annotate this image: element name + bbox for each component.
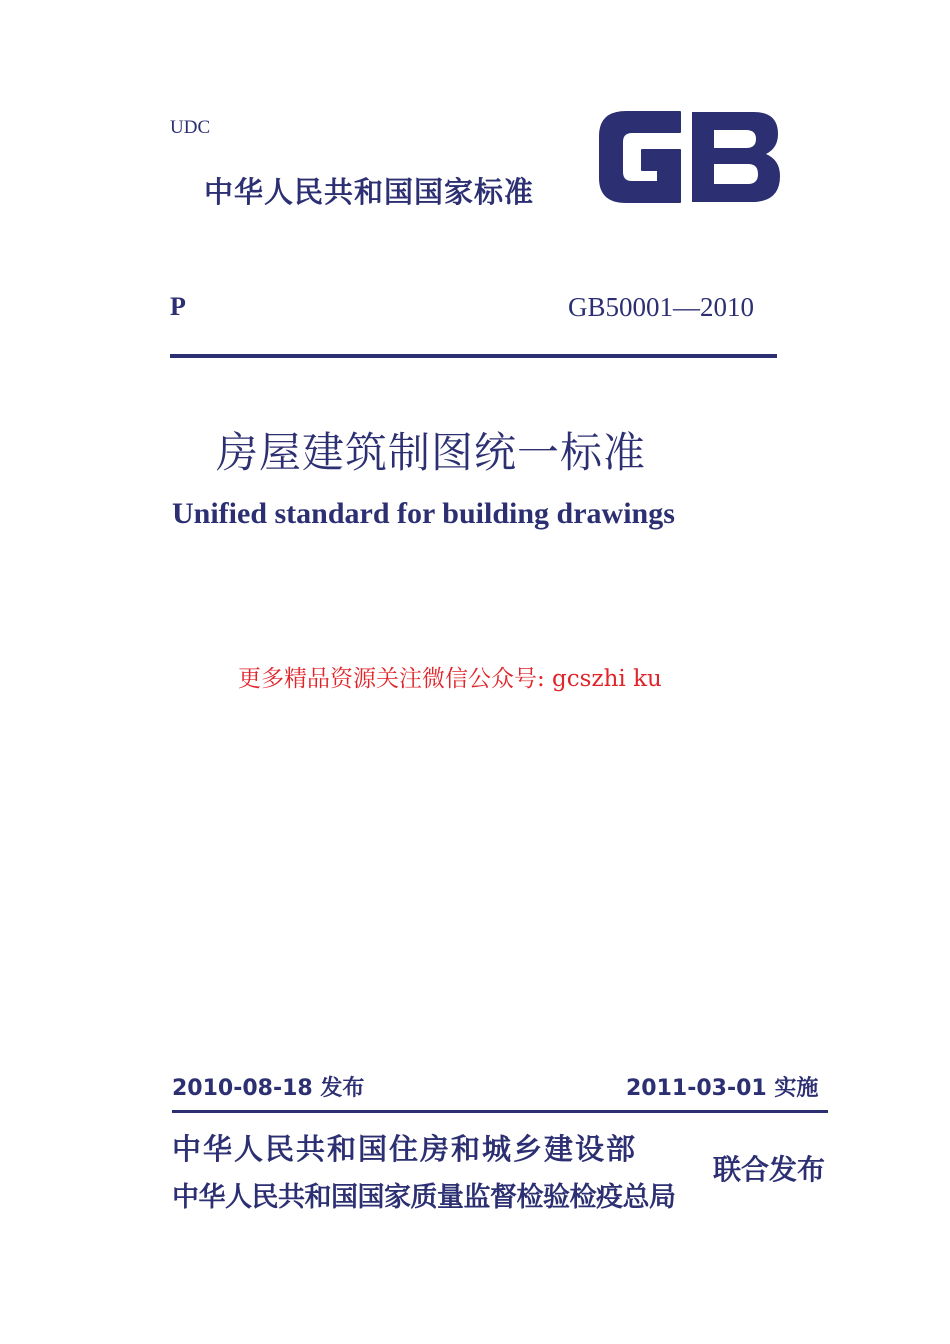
footer-divider	[172, 1110, 828, 1113]
category-code: P	[170, 292, 186, 321]
gb-logo	[596, 106, 782, 206]
udc-label: UDC	[170, 117, 211, 138]
implementation-date: 2011-03-01 实施	[626, 1076, 819, 1101]
promo-watermark-text: 更多精品资源关注微信公众号: gcszhi ku	[238, 666, 662, 692]
publisher-quality-inspection: 中华人民共和国国家质量监督检验检疫总局	[172, 1182, 676, 1213]
joint-release-label: 联合发布	[713, 1153, 826, 1186]
header-divider	[170, 354, 777, 358]
title-chinese: 房屋建筑制图统一标准	[216, 428, 647, 477]
issue-date: 2010-08-18 发布	[172, 1076, 365, 1101]
title-english: Unified standard for building drawings	[172, 497, 675, 530]
publisher-ministry-housing: 中华人民共和国住房和城乡建设部	[172, 1132, 638, 1166]
national-standard-heading: 中华人民共和国国家标准	[204, 175, 535, 209]
standard-number: GB50001—2010	[568, 292, 755, 322]
